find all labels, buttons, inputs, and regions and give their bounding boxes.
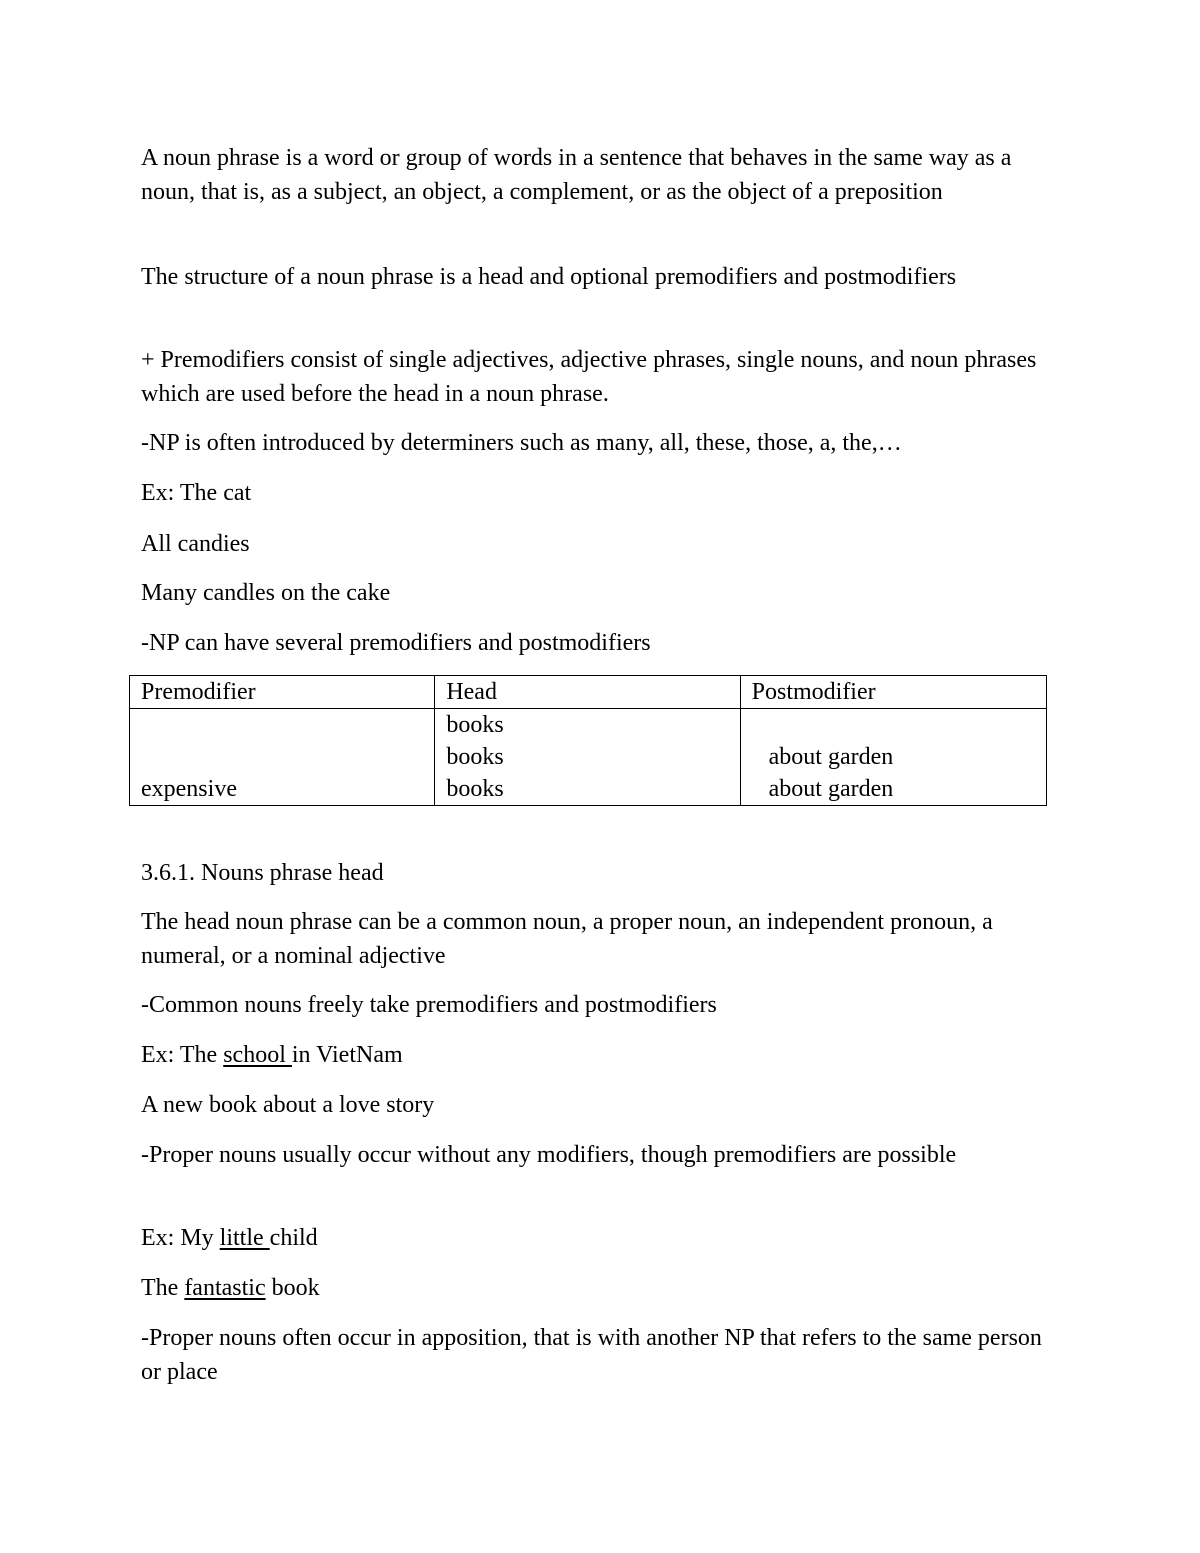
proper-nouns-note: -Proper nouns usually occur without any modifiers, though premodifiers are possible [141, 1142, 957, 1168]
example-all-candies: All candies [141, 531, 250, 557]
table-cell: about garden [768, 744, 894, 770]
example-new-book: A new book about a love story [141, 1092, 435, 1118]
underlined-word: little [219, 1225, 270, 1251]
np-definition: A noun phrase is a word or group of words in a sentence that behaves in the same way as a noun, that is, as a subject, an object, a complement, or as the object of a preposition [141, 145, 1012, 205]
several-modifiers-note: -NP can have several premodifiers and postmodifiers [141, 630, 651, 656]
noun-phrase-table [129, 675, 1047, 806]
premodifier-cell [130, 709, 435, 806]
table-cell [141, 709, 434, 741]
example-the-cat: Ex: The cat [141, 480, 252, 506]
table-cell: books [446, 712, 504, 738]
example-little-child [141, 1221, 1051, 1255]
table-cell: expensive [141, 776, 237, 802]
text-run: book [265, 1275, 320, 1301]
table-cell: about garden [768, 776, 894, 802]
head-cell [435, 709, 740, 806]
premodifiers-description: + Premodifiers consist of single adjectives, adjective phrases, single nouns, and noun phrases which are used before the head in a noun phrase. [141, 347, 1037, 407]
table-cell: books [446, 744, 504, 770]
apposition-note: -Proper nouns often occur in apposition, that is with another NP that refers to the same person or place [141, 1325, 1042, 1385]
example-fantastic-book [141, 1271, 1051, 1305]
postmodifier-cell [740, 709, 1046, 806]
determiners-note: -NP is often introduced by determiners such as many, all, these, those, a, the,… [141, 430, 902, 456]
table-header-row [130, 676, 1047, 709]
example-school [141, 1038, 1051, 1072]
header-postmodifier: Postmodifier [740, 676, 1046, 709]
header-head: Head [435, 676, 740, 709]
section-heading: 3.6.1. Nouns phrase head [141, 860, 384, 886]
underlined-word: school [223, 1042, 292, 1068]
table-cell [141, 741, 434, 773]
text-run: child [269, 1225, 318, 1251]
table-cell [752, 709, 1046, 741]
common-nouns-note: -Common nouns freely take premodifiers and postmodifiers [141, 992, 717, 1018]
text-run: Ex: The [141, 1042, 224, 1068]
text-run: The [141, 1275, 185, 1301]
underlined-word: fantastic [184, 1275, 266, 1301]
table-cell: books [446, 776, 504, 802]
table-body-row [130, 709, 1047, 806]
header-premodifier: Premodifier [130, 676, 435, 709]
head-definition: The head noun phrase can be a common noun, a proper noun, an independent pronoun, a numeral, or a nominal adjective [141, 909, 993, 969]
text-run: Ex: My [141, 1225, 220, 1251]
text-run: in VietNam [291, 1042, 403, 1068]
example-many-candles: Many candles on the cake [141, 580, 391, 606]
np-structure: The structure of a noun phrase is a head and optional premodifiers and postmodifiers [141, 264, 957, 290]
